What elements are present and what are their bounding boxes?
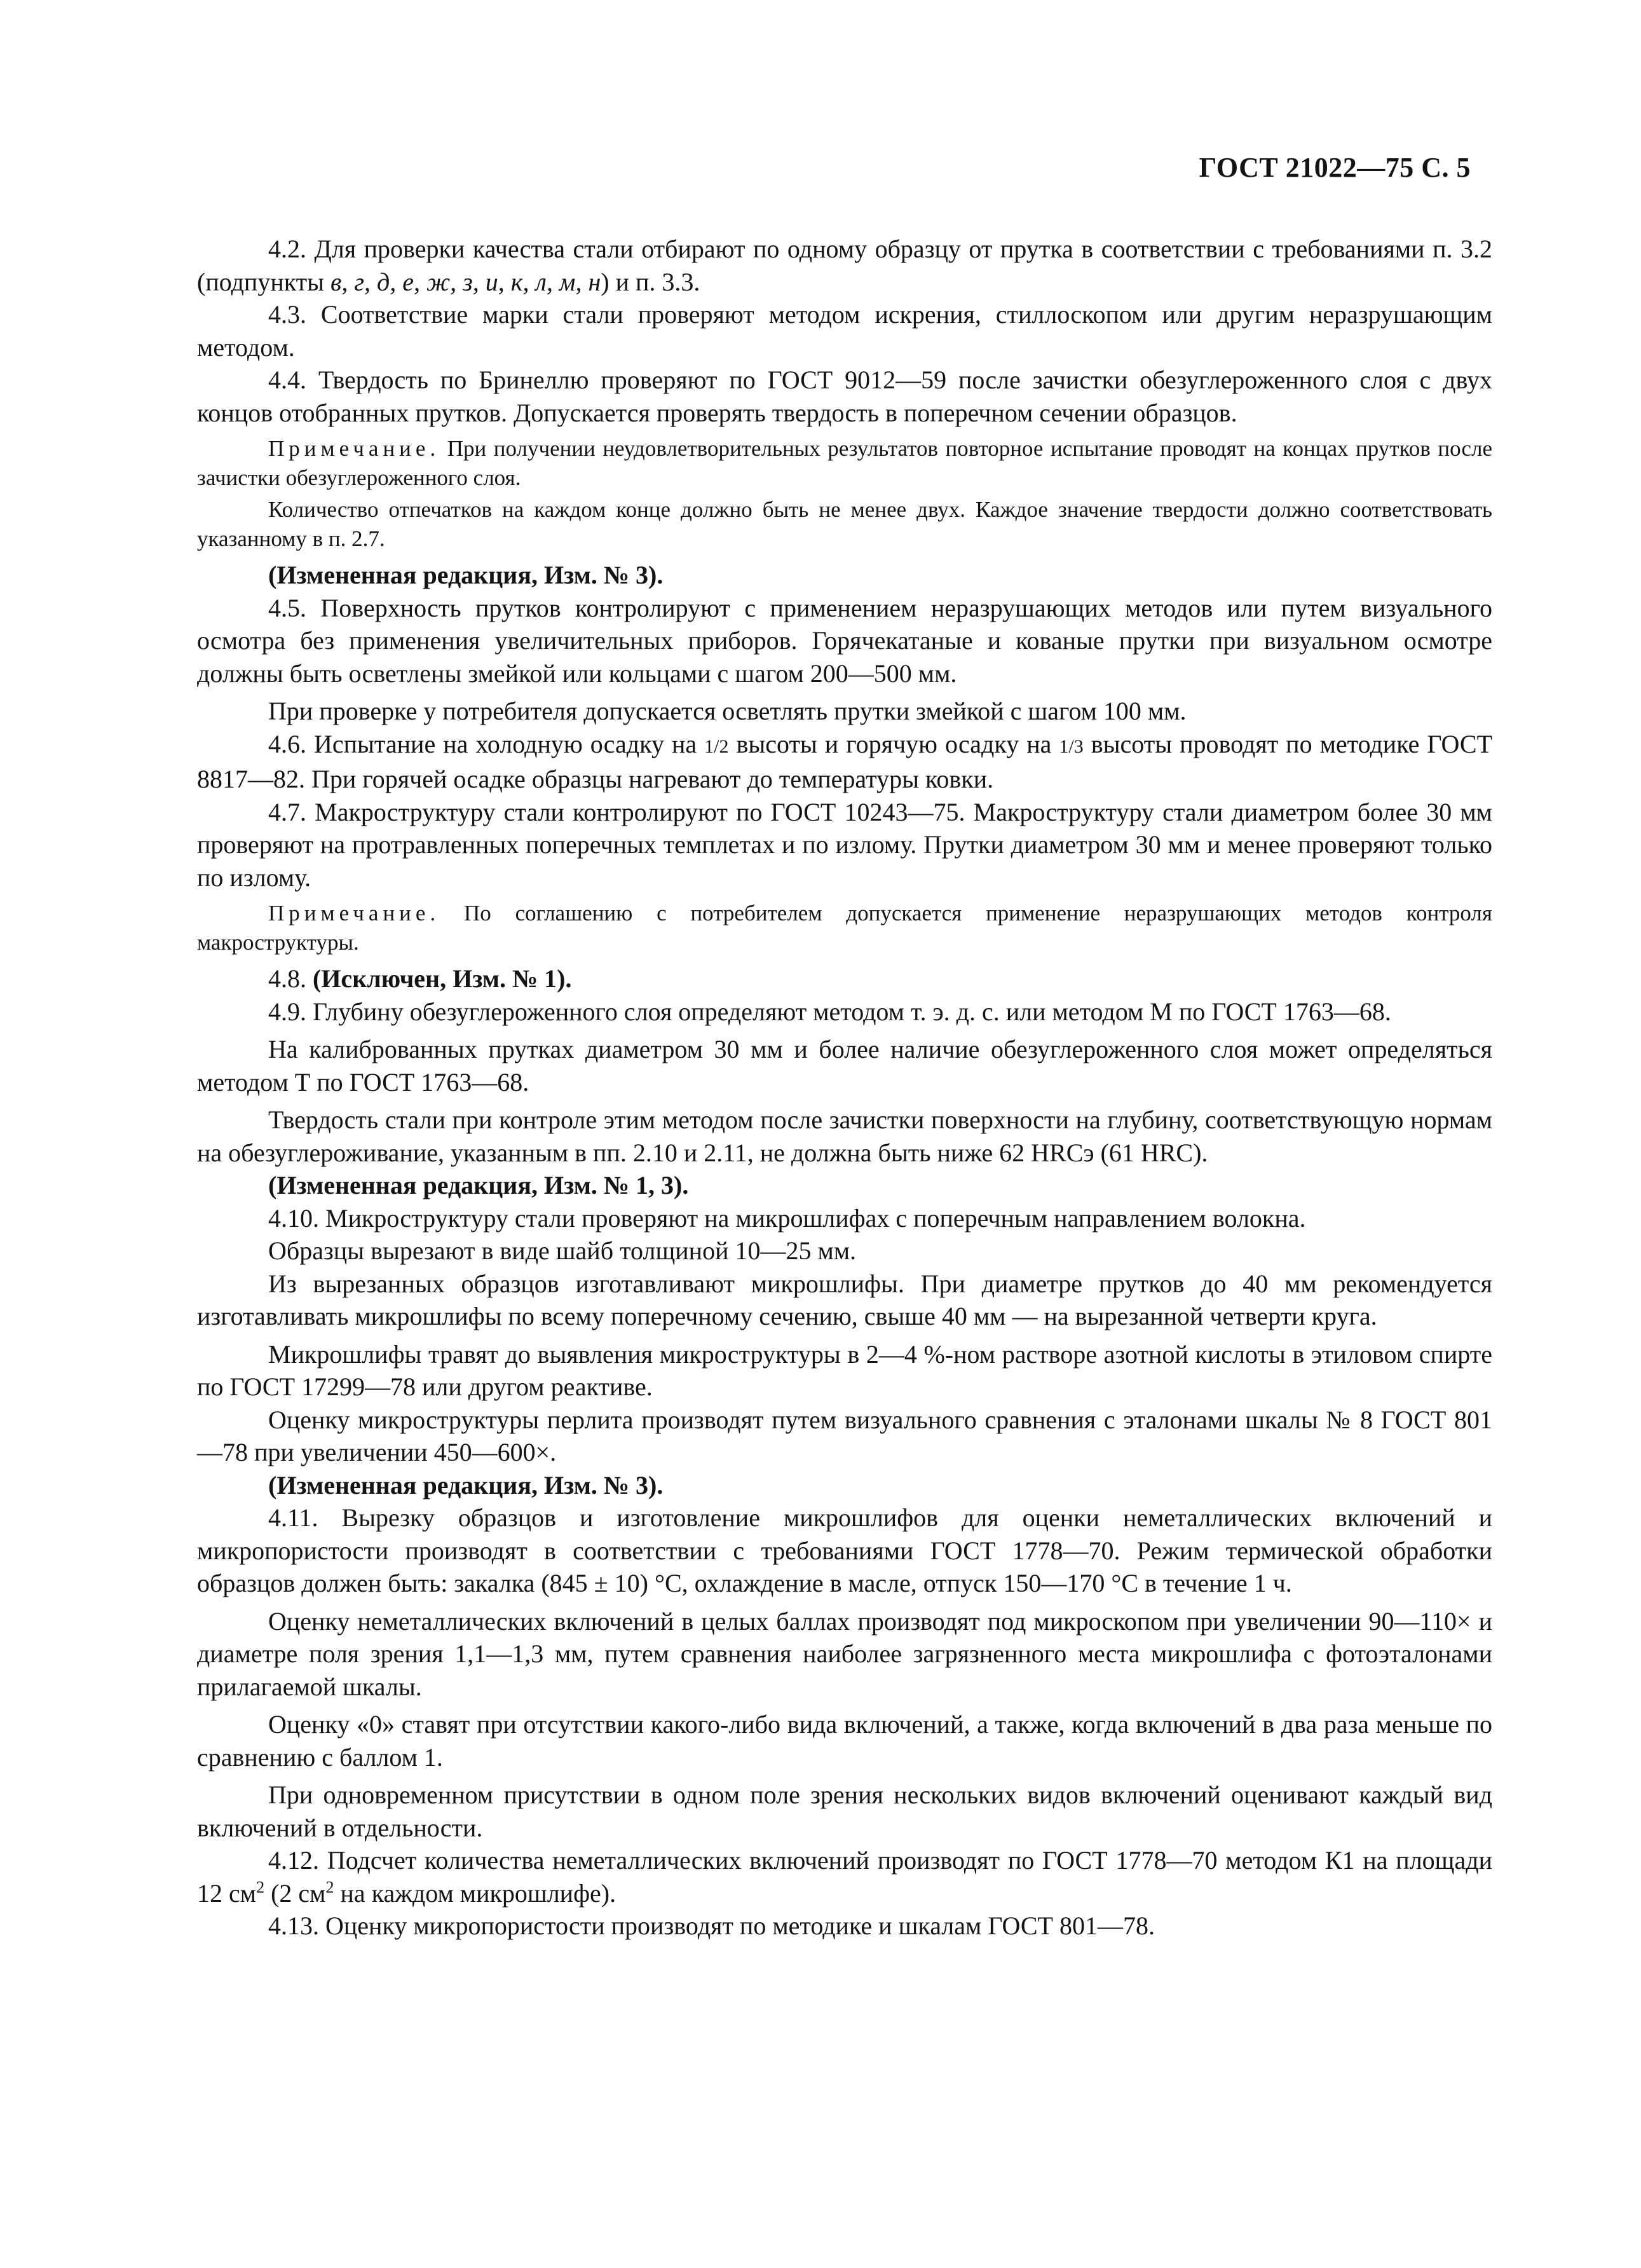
paragraph-4-12-text-b: (2 см: [264, 1878, 326, 1908]
paragraph-4-5-b: При проверке у потребителя допускается осветлять прутки змейкой с шагом 100 мм.: [268, 697, 1187, 725]
paragraph-4-11-d: При одновременном присутствии в одном поле зрения нескольких видов включений оценивают каждый вид включений в отдельности.: [197, 1780, 1492, 1842]
amendment-note-1: (Измененная редакция, Изм. № 3).: [268, 561, 664, 589]
page-header: ГОСТ 21022—75 С. 5: [1199, 152, 1471, 183]
paragraph-4-3: 4.3. Соответствие марки стали проверяют методом искрения, стиллоскопом или другим неразрушающим методом.: [197, 300, 1492, 362]
paragraph-4-13: 4.13. Оценку микропористости производят по методике и шкалам ГОСТ 801—78.: [268, 1911, 1155, 1940]
amendment-note-2: (Измененная редакция, Изм. № 1, 3).: [268, 1171, 689, 1199]
paragraph-4-9-b: На калиброванных прутках диаметром 30 мм и более наличие обезуглероженного слоя может определяться методом Т по ГОСТ 1763—68.: [197, 1035, 1492, 1096]
paragraph-4-12: [197, 1844, 1492, 1909]
paragraph-4-5: 4.5. Поверхность прутков контролируют с применением неразрушающих методов или путем визуального осмотра без применения увеличительных приборов. Горячекатаные и кованые прутки при визуальном осмотре должны быть осветлены змейкой или кольцами с шагом 200—500 мм.: [197, 593, 1492, 688]
note-1-continued: Количество отпечатков на каждом конце должно быть не менее двух. Каждое значение твердости должно соответствовать указанному в п. 2.7.: [197, 497, 1492, 551]
paragraph-4-10-e: Оценку микроструктуры перлита производят путем визуального сравнения с эталонами шкалы № 8 ГОСТ 801—78 при увеличении 450—600×.: [197, 1405, 1492, 1466]
paragraph-4-11-b: Оценку неметаллических включений в целых баллах производят под микроскопом при увеличении 90—110× и диаметре поля зрения 1,1—1,3 мм, путем сравнения наиболее загрязненного места микрошлифа с фотоэталонами прилагаемой шкалы.: [197, 1606, 1492, 1701]
paragraph-4-6-text-b: высоты и горячую осадку на: [728, 729, 1059, 758]
paragraph-4-10-b: Образцы вырезают в виде шайб толщиной 10—25 мм.: [268, 1236, 857, 1265]
paragraph-4-7: 4.7. Макроструктуру стали контролируют по ГОСТ 10243—75. Макроструктуру стали диаметром более 30 мм проверяют на протравленных поперечных темплетах и по излому. Прутки диаметром 30 мм и менее проверяют только по излому.: [197, 797, 1492, 892]
paragraph-4-6-text-a: 4.6. Испытание на холодную осадку на: [268, 729, 705, 758]
paragraph-4-10-c: Из вырезанных образцов изготавливают микрошлифы. При диаметре прутков до 40 мм рекомендуется изготавливать микрошлифы по всему поперечному сечению, свыше 40 мм — на вырезанной четверти круга.: [197, 1269, 1492, 1330]
paragraph-4-9-c: Твердость стали при контроле этим методом после зачистки поверхности на глубину, соответствующую нормам на обезуглероживание, указанным в пп. 2.10 и 2.11, не должна быть ниже 62 HRCэ (61 HRC).: [197, 1105, 1492, 1167]
paragraph-4-12-text-a: 4.12. Подсчет количества неметаллических включений производят по ГОСТ 1778—70 методом К1 на площади 12 см: [197, 1846, 1492, 1908]
fraction-third: 1/3: [1059, 735, 1084, 757]
paragraph-4-4: 4.4. Твердость по Бринеллю проверяют по ГОСТ 9012—59 после зачистки обезуглероженного слоя с двух концов отобранных прутков. Допускается проверять твердость в поперечном сечении образцов.: [197, 365, 1492, 427]
paragraph-4-2: [197, 233, 1492, 298]
note-1: [197, 434, 1492, 493]
note-1-label: Примечание.: [268, 436, 440, 461]
superscript-2-a: 2: [256, 1878, 265, 1897]
paragraph-4-6-text-c: высоты проводят по методике ГОСТ 8817—82. При горячей осадке образцы нагревают до температуры ковки.: [197, 729, 1493, 793]
note-2-label: Примечание.: [268, 901, 440, 926]
note-2: [197, 899, 1492, 957]
paragraph-4-10-d: Микрошлифы травят до выявления микроструктуры в 2—4 %-ном растворе азотной кислоты в этиловом спирте по ГОСТ 17299—78 или другом реактиве.: [197, 1339, 1492, 1401]
paragraph-4-8-excluded: (Исключен, Изм. № 1).: [313, 964, 572, 993]
fraction-half: 1/2: [704, 735, 729, 757]
paragraph-4-2-text-a: 4.2. Для проверки качества стали отбирают по одному образцу от прутка в соответствии с требованиями п. 3.2 (подпункты: [197, 235, 1492, 296]
amendment-note-3: (Измененная редакция, Изм. № 3).: [268, 1470, 664, 1499]
paragraph-4-9: 4.9. Глубину обезуглероженного слоя определяют методом т. э. д. с. или методом М по ГОСТ 1763—68.: [268, 997, 1391, 1026]
paragraph-4-2-text-b: ) и п. 3.3.: [601, 267, 700, 296]
paragraph-4-10: 4.10. Микроструктуру стали проверяют на микрошлифах с поперечным направлением волокна.: [268, 1203, 1306, 1233]
note-1-text: При получении неудовлетворительных результатов повторное испытание проводят на концах прутков после зачистки обезуглероженного слоя.: [197, 436, 1492, 490]
paragraph-4-11-c: Оценку «0» ставят при отсутствии какого-либо вида включений, а также, когда включений в два раза меньше по сравнению с баллом 1.: [197, 1710, 1492, 1772]
paragraph-4-12-text-c: на каждом микрошлифе).: [334, 1878, 616, 1908]
note-2-text: По соглашению с потребителем допускается применение неразрушающих методов контроля макроструктуры.: [197, 901, 1492, 955]
paragraph-4-8-number: 4.8.: [268, 964, 313, 993]
paragraph-4-11: 4.11. Вырезку образцов и изготовление микрошлифов для оценки неметаллических включений и микропористости производят в соответствии с требованиями ГОСТ 1778—70. Режим термической обработки образцов должен быть: закалка (845 ± 10) °С, охлаждение в масле, отпуск 150—170 °С в течение 1 ч.: [197, 1503, 1492, 1597]
superscript-2-b: 2: [325, 1878, 334, 1897]
paragraph-4-2-letters: в, г, д, е, ж, з, и, к, л, м, н: [330, 267, 601, 296]
paragraph-4-8: [197, 962, 1492, 995]
paragraph-4-6: [197, 728, 1492, 796]
document-body: [197, 233, 1492, 1943]
